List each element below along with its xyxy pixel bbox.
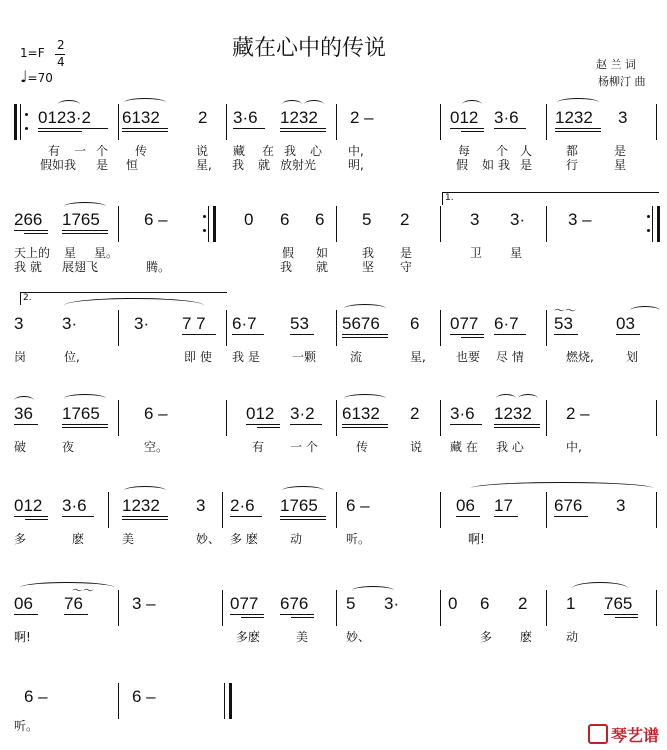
lyricist-credit: 赵 兰 词 [596, 58, 636, 71]
note-underline [280, 516, 326, 517]
lyric: 夜 [62, 440, 75, 454]
note-group: 1232 [280, 108, 318, 127]
note-group: 7 7 [182, 314, 206, 333]
lyric: 星 [64, 246, 77, 260]
note-group: 2 [518, 594, 528, 613]
note-group: 5 [346, 594, 356, 613]
staff-row-4 [0, 390, 667, 460]
double-barline [14, 104, 17, 140]
note-group: 676 [554, 496, 583, 515]
note-group: 2 [198, 108, 208, 127]
barline [440, 206, 441, 242]
repeat-dot [647, 229, 650, 232]
composer-credit: 杨柳汀 曲 [598, 75, 646, 88]
note-group: 077 [450, 314, 479, 333]
note-underline [461, 337, 484, 338]
time-signature-top: 2 [57, 38, 65, 52]
note-underline [280, 614, 314, 615]
slur [64, 298, 204, 313]
lyric: 多麽 [236, 630, 261, 644]
lyric: 恒 [126, 158, 139, 172]
barline [440, 492, 441, 528]
lyric: 一 [74, 144, 87, 158]
lyric: 我 就 [14, 260, 42, 274]
lyric: 我 [284, 144, 297, 158]
note-group: 6 – [346, 496, 370, 515]
note-group: 6 – [144, 210, 168, 229]
note-group: 5676 [342, 314, 380, 333]
lyric: 个 [96, 144, 109, 158]
staff-row-1 [0, 100, 667, 175]
note-underline [494, 128, 526, 129]
barline [546, 206, 547, 242]
note-underline [62, 516, 94, 517]
barline [108, 492, 109, 528]
note-group: 06 [14, 594, 33, 613]
note-group: 266 [14, 210, 43, 229]
turn-ornament-icon: ～～ [554, 304, 576, 317]
note-underline [122, 128, 168, 129]
volta-2: 2. [20, 292, 227, 305]
lyric: 都 [566, 144, 579, 158]
note-underline [62, 233, 108, 234]
slur [64, 394, 106, 403]
lyric: 划 [626, 350, 639, 364]
barline [440, 104, 441, 140]
lyric: 星, [196, 158, 212, 172]
barline [222, 492, 223, 528]
lyric: 我 [232, 158, 245, 172]
barline [336, 104, 337, 140]
lyric: 妙、 [196, 532, 221, 546]
note-underline [280, 128, 326, 129]
lyric: 麽 [520, 630, 533, 644]
slur [304, 100, 324, 109]
lyric: 流 [350, 350, 363, 364]
note-underline [450, 334, 484, 335]
note-group: 1765 [62, 404, 100, 423]
note-underline [62, 230, 108, 231]
note-group: 6 – [132, 687, 156, 706]
note-underline [555, 128, 601, 129]
barline [118, 683, 119, 719]
note-underline [342, 334, 388, 335]
note-underline [291, 617, 314, 618]
note-underline [494, 424, 540, 425]
lyric: 动 [566, 630, 579, 644]
note-group: 1232 [555, 108, 593, 127]
note-group: 3·6 [494, 108, 519, 127]
lyric: 我 [362, 246, 375, 260]
barline [546, 104, 547, 140]
staff-row-7 [0, 665, 667, 735]
note-group: 765 [604, 594, 633, 613]
logo-mark-icon [588, 724, 608, 744]
time-signature-bottom: 4 [57, 55, 65, 69]
note-group: 3 [196, 496, 206, 515]
lyric: 啊! [468, 532, 485, 546]
lyric: 如 [316, 246, 329, 260]
lyric: 就 [258, 158, 271, 172]
lyric: 动 [290, 532, 303, 546]
slur [470, 482, 654, 495]
slur [58, 100, 80, 109]
note-underline [554, 516, 588, 517]
barline [336, 400, 337, 436]
note-group: 3·6 [62, 496, 87, 515]
lyric: 星 [510, 246, 523, 260]
note-underline [232, 334, 264, 335]
barline [656, 104, 657, 140]
barline [226, 104, 227, 140]
volta-1: 1. [442, 192, 659, 205]
slur [572, 582, 628, 595]
lyric: 中, [348, 144, 364, 158]
note-underline [62, 427, 108, 428]
repeat-dot [25, 127, 28, 130]
note-group: 3 [14, 314, 24, 333]
note-underline [14, 230, 48, 231]
barline [118, 400, 119, 436]
note-underline [290, 424, 322, 425]
lyric: 听。 [14, 719, 39, 733]
repeat-dot [25, 113, 28, 116]
lyric: 多 [480, 630, 493, 644]
lyric: 麽 [72, 532, 85, 546]
lyric: 位, [64, 350, 80, 364]
note-underline [122, 516, 168, 517]
lyric: 明, [348, 158, 364, 172]
note-group: 2 – [566, 404, 590, 423]
note-group: 6132 [342, 404, 380, 423]
staff-row-2 [0, 193, 667, 275]
lyric: 就 [316, 260, 329, 274]
note-group: 0123·2 [38, 108, 91, 127]
lyric: 假 [456, 158, 469, 172]
barline [546, 590, 547, 626]
lyric: 卫 [470, 246, 483, 260]
slur [64, 202, 106, 211]
note-group: 3·2 [290, 404, 315, 423]
barline [336, 206, 337, 242]
note-group: 2 [400, 210, 410, 229]
barline [440, 310, 441, 346]
lyric: 我 是 [232, 350, 260, 364]
lyric: 在 [262, 144, 275, 158]
note-group: 3· [134, 314, 150, 333]
note-group: 3· [62, 314, 78, 333]
lyric: 是 [96, 158, 109, 172]
slur [496, 394, 516, 403]
barline [118, 206, 119, 242]
lyric: 行 [566, 158, 579, 172]
barline [118, 104, 119, 140]
note-group: 6 [480, 594, 490, 613]
barline [208, 206, 209, 242]
note-group: 6 [315, 210, 325, 229]
note-group: 06 [456, 496, 475, 515]
barline [656, 492, 657, 528]
lyric: 我 [280, 260, 293, 274]
note-underline [615, 617, 638, 618]
lyric: 藏 在 [450, 440, 478, 454]
note-underline [230, 516, 262, 517]
tempo-marking [20, 67, 53, 86]
lyric: 破 [14, 440, 27, 454]
lyric: 心 [310, 144, 323, 158]
double-barline [213, 206, 216, 242]
note-underline [604, 614, 638, 615]
barline [546, 400, 547, 436]
note-underline [554, 334, 578, 335]
note-group: 3· [510, 210, 526, 229]
note-group: 53 [290, 314, 309, 333]
note-group: 1765 [280, 496, 318, 515]
barline [336, 590, 337, 626]
slur [462, 100, 482, 109]
lyric: 多 麽 [230, 532, 258, 546]
barline [656, 590, 657, 626]
score-element: =70 [27, 71, 53, 85]
slur [124, 98, 166, 107]
note-underline [616, 334, 640, 335]
lyric: 假 [282, 246, 295, 260]
note-group: 2 [410, 404, 420, 423]
barline [656, 400, 657, 436]
note-underline [233, 128, 265, 129]
lyric: 我 [498, 158, 511, 172]
slur [344, 394, 386, 403]
page-title: 藏在心中的传说 [232, 36, 387, 61]
note-underline [62, 424, 108, 425]
lyric: 传 [135, 144, 148, 158]
lyric: 传 [356, 440, 369, 454]
note-group: 3· [384, 594, 400, 613]
note-underline [64, 614, 88, 615]
lyric: 有 [252, 440, 265, 454]
note-group: 6 – [24, 687, 48, 706]
note-underline [342, 337, 388, 338]
note-group: 6 [280, 210, 290, 229]
barline [652, 206, 653, 242]
slur [557, 98, 599, 107]
lyric: 是 [520, 158, 533, 172]
lyric: 放射光 [280, 158, 317, 172]
note-underline [456, 516, 480, 517]
barline [336, 492, 337, 528]
slur [124, 486, 166, 495]
note-underline [280, 131, 326, 132]
note-underline [555, 131, 601, 132]
note-group: 1765 [62, 210, 100, 229]
note-underline [246, 424, 280, 425]
lyric: 美 [296, 630, 309, 644]
note-group: 012 [14, 496, 43, 515]
barline [224, 683, 225, 719]
note-group: 6·7 [232, 314, 257, 333]
barline [546, 310, 547, 346]
lyric: 展翅飞 [62, 260, 99, 274]
note-group: 2 – [350, 108, 374, 127]
note-underline [14, 614, 38, 615]
lyric: 说 [196, 144, 209, 158]
note-underline [494, 334, 526, 335]
slur [630, 306, 660, 315]
lyric: 如 [482, 158, 495, 172]
barline [20, 104, 21, 140]
lyric: 啊! [14, 630, 31, 644]
lyric: 腾。 [146, 260, 171, 274]
lyric: 坚 [362, 260, 375, 274]
note-group: 676 [280, 594, 309, 613]
note-underline [257, 427, 280, 428]
lyric: 星。 [94, 246, 119, 260]
slur [282, 486, 324, 495]
note-group: 3 [618, 108, 628, 127]
note-underline [38, 131, 82, 132]
brand-logo [588, 723, 659, 746]
note-underline [342, 424, 388, 425]
note-group: 3 [616, 496, 626, 515]
lyric: 是 [400, 246, 413, 260]
double-barline [657, 206, 660, 242]
lyric: 守 [400, 260, 413, 274]
note-underline [241, 617, 264, 618]
lyric: 一颗 [292, 350, 317, 364]
note-group: 6 – [144, 404, 168, 423]
note-underline [494, 516, 518, 517]
repeat-dot [203, 215, 206, 218]
barline [222, 590, 223, 626]
lyric: 燃烧, [566, 350, 594, 364]
note-group: 5 [362, 210, 372, 229]
note-group: 3·6 [233, 108, 258, 127]
score-element: 琴艺谱 [610, 726, 659, 745]
note-underline [450, 128, 484, 129]
lyric: 中, [566, 440, 582, 454]
note-underline [14, 424, 38, 425]
slur [352, 586, 394, 595]
barline [440, 590, 441, 626]
quarter-note-icon: ♩ [20, 67, 28, 86]
note-group: 1232 [494, 404, 532, 423]
note-group: 6 [410, 314, 420, 333]
barline [226, 400, 227, 436]
note-group: 1232 [122, 496, 160, 515]
lyric: 美 [122, 532, 135, 546]
turn-ornament-icon: ～～ [72, 584, 94, 597]
note-group: 53 [554, 314, 573, 333]
lyric: 星 [614, 158, 627, 172]
note-group: 76 [64, 594, 83, 613]
barline [336, 310, 337, 346]
lyric: 是 [614, 144, 627, 158]
lyric: 岗 [14, 350, 27, 364]
double-barline [229, 683, 232, 719]
lyric: 个 [496, 144, 509, 158]
note-group: 3 – [132, 594, 156, 613]
lyric: 妙、 [346, 630, 371, 644]
note-group: 6132 [122, 108, 160, 127]
slur [282, 100, 302, 109]
repeat-dot [647, 215, 650, 218]
barline [118, 590, 119, 626]
repeat-dot [203, 229, 206, 232]
slur [518, 394, 538, 403]
lyric: 尽 情 [496, 350, 524, 364]
staff-row-5 [0, 480, 667, 550]
slur [14, 396, 34, 405]
note-underline [230, 614, 264, 615]
note-underline [24, 233, 48, 234]
note-underline [38, 128, 108, 129]
note-group: 0 [244, 210, 254, 229]
lyric: 说 [410, 440, 423, 454]
barline [440, 400, 441, 436]
note-underline [280, 519, 326, 520]
note-group: 17 [494, 496, 513, 515]
note-underline [461, 131, 484, 132]
lyric: 人 [520, 144, 533, 158]
note-underline [290, 334, 314, 335]
barline [226, 310, 227, 346]
lyric: 星, [410, 350, 426, 364]
note-group: 012 [246, 404, 275, 423]
lyric: 每 [458, 144, 471, 158]
note-underline [14, 516, 48, 517]
lyric: 听。 [346, 532, 371, 546]
note-underline [25, 519, 48, 520]
note-underline [450, 424, 482, 425]
slur [20, 582, 114, 593]
lyric: 也要 [456, 350, 481, 364]
lyric: 一 个 [290, 440, 318, 454]
note-group: 3·6 [450, 404, 475, 423]
lyric: 假如我 [40, 158, 77, 172]
note-underline [122, 131, 168, 132]
note-underline [182, 334, 216, 335]
note-group: 012 [450, 108, 479, 127]
note-group: 1 [566, 594, 576, 613]
note-group: 6·7 [494, 314, 519, 333]
lyric: 多 [14, 532, 27, 546]
note-group: 2·6 [230, 496, 255, 515]
lyric: 天上的 [14, 246, 51, 260]
note-underline [122, 519, 168, 520]
note-group: 3 [470, 210, 480, 229]
barline [118, 310, 119, 346]
note-group: 077 [230, 594, 259, 613]
note-group: 03 [616, 314, 635, 333]
note-group: 3 – [568, 210, 592, 229]
lyric: 藏 [233, 144, 246, 158]
staff-row-6 [0, 572, 667, 642]
barline [546, 492, 547, 528]
staff-row-3 [0, 293, 667, 370]
slur [344, 304, 386, 313]
lyric: 有 [48, 144, 61, 158]
note-underline [342, 427, 388, 428]
lyric: 我 心 [496, 440, 524, 454]
lyric: 空。 [144, 440, 169, 454]
note-underline [494, 427, 540, 428]
key-signature: 1=F [20, 46, 45, 60]
note-group: 36 [14, 404, 33, 423]
lyric: 即 使 [184, 350, 212, 364]
note-group: 0 [448, 594, 458, 613]
